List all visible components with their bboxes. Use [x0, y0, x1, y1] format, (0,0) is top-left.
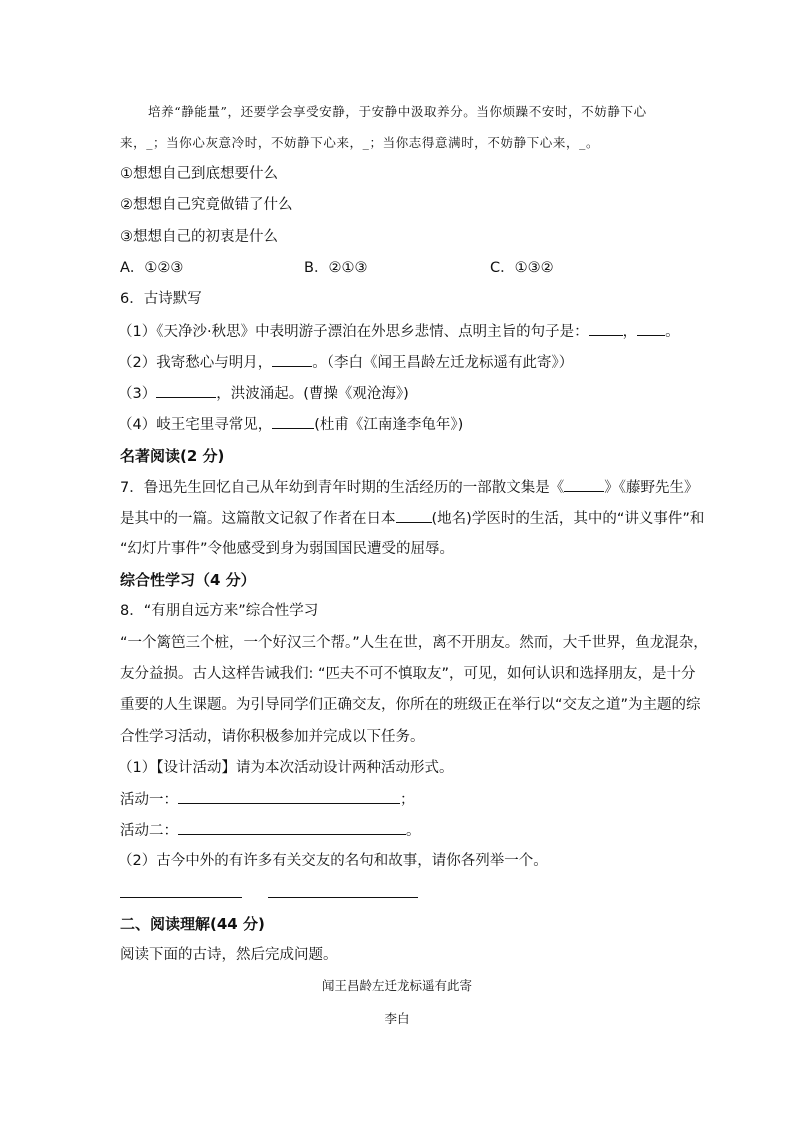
q7-line-1-end: 》《藤野先生》 — [604, 480, 699, 496]
q7-line-2-text: 是其中的一篇。这篇散文记叙了作者在日本 — [120, 511, 396, 527]
poem-title: 闻王昌龄左迁龙标遥有此寄 — [321, 978, 472, 993]
q6-sub-1 — [118, 321, 680, 342]
q5-item-3: ③想想自己的初衷是什么 — [120, 229, 278, 245]
q6-sub-1-end: 。 — [665, 324, 680, 340]
q8-title: 8．“有朋自远方来”综合性学习 — [120, 603, 319, 619]
q7-line-1-text: 7．鲁迅先生回忆自己从年幼到青年时期的生活经历的一部散文集是《 — [120, 480, 565, 496]
q6-sub-3 — [118, 383, 409, 404]
q5-passage-line-1: 培养“静能量”，还要学会享受安静，于安静中汲取养分。当你烦躁不安时，不妨静下心 — [148, 104, 647, 119]
q8-activity-1-blank[interactable] — [178, 789, 400, 804]
q5-option-b[interactable]: B．②①③ — [304, 260, 368, 276]
q5-option-a[interactable]: A．①②③ — [120, 260, 184, 276]
section-heading-reading: 二、阅读理解(44 分) — [120, 915, 265, 933]
q6-sub-3-label: （3） — [118, 386, 157, 402]
q5-option-c[interactable]: C．①③② — [490, 260, 554, 276]
q7-line-3: “幻灯片事件”令他感受到身为弱国国民遭受的屈辱。 — [120, 541, 455, 557]
q6-blank-2[interactable] — [272, 352, 312, 367]
q6-sub-2-text: （2）我寄愁心与明月， — [118, 355, 273, 371]
q8-activity-1 — [120, 789, 415, 810]
q7-blank-1[interactable] — [564, 477, 604, 492]
poem-author: 李白 — [384, 1011, 410, 1026]
q7-line-2-end: (地名)学医时的生活，其中的“讲义事件”和 — [431, 511, 705, 527]
q8-paragraph-line-4: 合性学习活动，请你积极参加并完成以下任务。 — [120, 729, 425, 745]
q6-blank-4[interactable] — [272, 414, 314, 429]
q6-sub-2 — [118, 352, 573, 373]
q7-line-1 — [120, 477, 698, 498]
q8-activity-1-end: ； — [400, 792, 415, 808]
q5-passage-line-2: 来，_；当你心灰意冷时，不妨静下心来，_；当你志得意满时，不妨静下心来，_。 — [120, 135, 600, 150]
q8-task-1: （1）【设计活动】请为本次活动设计两种活动形式。 — [118, 760, 454, 776]
q8-answer-blank-2[interactable] — [268, 897, 418, 898]
q8-activity-2 — [120, 820, 421, 841]
q6-sub-1-comma: ， — [622, 324, 638, 340]
q6-sub-4 — [118, 414, 463, 435]
q6-sub-1-text: （1）《天净沙·秋思》中表明游子漂泊在外思乡悲情、点明主旨的句子是： — [118, 324, 589, 340]
q7-blank-2[interactable] — [396, 508, 432, 523]
q6-sub-4-source: (杜甫《江南逢李龟年》) — [314, 417, 464, 433]
section-heading-integrated: 综合性学习（4 分） — [120, 571, 256, 589]
q6-blank-1a[interactable] — [589, 321, 623, 336]
reading-intro: 阅读下面的古诗，然后完成问题。 — [120, 947, 338, 963]
q5-item-1: ①想想自己到底想要什么 — [120, 166, 278, 182]
q8-paragraph-line-1: “一个篱笆三个桩，一个好汉三个帮。”人生在世，离不开朋友。然而，大千世界，鱼龙混杂， — [120, 635, 708, 651]
q8-answer-blank-1[interactable] — [120, 897, 242, 898]
q6-sub-3-text: ，洪波涌起。(曹操《观沧海》) — [216, 386, 409, 402]
section-heading-classics: 名著阅读(2 分) — [120, 447, 225, 465]
q6-blank-1b[interactable] — [637, 321, 665, 336]
q6-sub-2-source: 。（李白《闻王昌龄左迁龙标遥有此寄》） — [312, 355, 574, 371]
q6-blank-3[interactable] — [156, 383, 216, 398]
q6-sub-4-text: （4）岐王宅里寻常见， — [118, 417, 273, 433]
q8-activity-2-end: 。 — [406, 823, 421, 839]
q5-item-2: ②想想自己究竟做错了什么 — [120, 197, 293, 213]
q8-activity-1-label: 活动一： — [120, 792, 178, 808]
q8-task-2: （2）古今中外的有许多有关交友的名句和故事，请你各列举一个。 — [118, 853, 548, 869]
q8-activity-2-blank[interactable] — [178, 820, 406, 835]
q8-paragraph-line-3: 重要的人生课题。为引导同学们正确交友，你所在的班级正在举行以“交友之道”为主题的综 — [120, 697, 701, 713]
q7-line-2 — [120, 508, 704, 529]
q8-activity-2-label: 活动二： — [120, 823, 178, 839]
q8-paragraph-line-2: 友分益损。古人这样告诫我们: “匹夫不可不慎取友”，可见，如何认识和选择朋友，是十分 — [120, 666, 696, 682]
q6-title: 6．古诗默写 — [120, 291, 202, 307]
